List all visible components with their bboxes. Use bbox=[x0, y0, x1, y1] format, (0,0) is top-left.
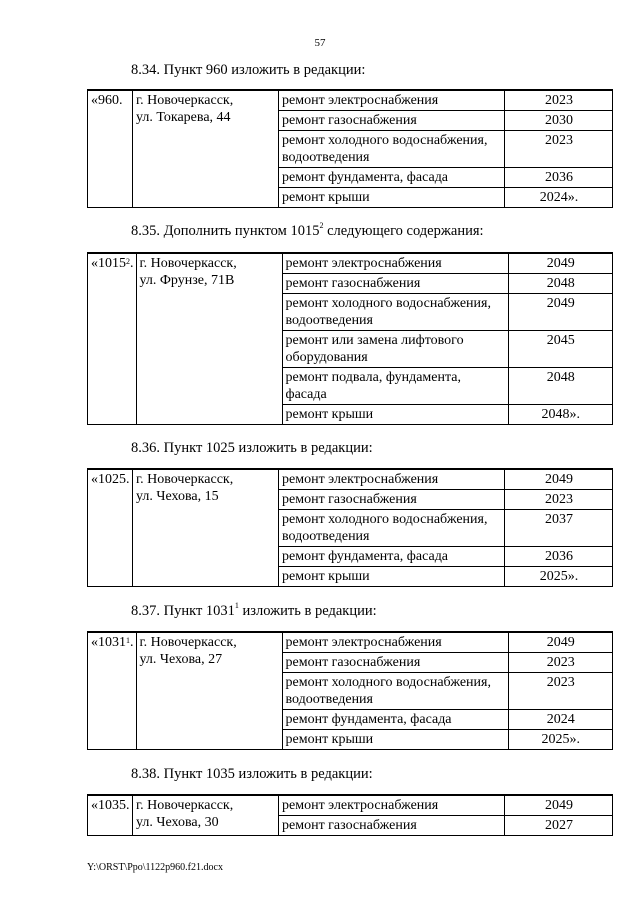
work-type: ремонт холодного водоснабжения, водоотведения bbox=[282, 294, 508, 331]
work-type: ремонт фундамента, фасада bbox=[279, 547, 505, 567]
item-address bbox=[136, 253, 282, 425]
work-year: 2045 bbox=[508, 331, 613, 368]
work-type: ремонт холодного водоснабжения, водоотведения bbox=[282, 673, 508, 710]
work-year: 2025». bbox=[505, 567, 613, 587]
work-type: ремонт фундамента, фасада bbox=[282, 710, 508, 730]
address-street: ул. Токарева, 44 bbox=[136, 110, 231, 125]
item-number: «960. bbox=[88, 90, 133, 208]
work-type: ремонт крыши bbox=[279, 188, 505, 208]
table-item-960 bbox=[87, 89, 613, 208]
address-city: г. Новочеркасск, bbox=[136, 798, 234, 813]
work-type: ремонт газоснабжения bbox=[279, 111, 505, 131]
address-street: ул. Фрунзе, 71В bbox=[139, 273, 235, 288]
address-street: ул. Чехова, 15 bbox=[136, 489, 219, 504]
work-type: ремонт крыши bbox=[282, 730, 508, 750]
work-type: ремонт холодного водоснабжения, водоотведения bbox=[279, 510, 505, 547]
address-street: ул. Чехова, 30 bbox=[136, 815, 219, 830]
work-year: 2023 bbox=[505, 131, 613, 168]
table-item-1015-2 bbox=[87, 252, 613, 425]
address-city: г. Новочеркасск, bbox=[139, 635, 237, 650]
section-heading-8-38: 8.38. Пункт 1035 изложить в редакции: bbox=[131, 766, 373, 782]
work-year: 2049 bbox=[505, 469, 613, 490]
work-year: 2049 bbox=[508, 253, 613, 274]
work-type: ремонт фундамента, фасада bbox=[279, 168, 505, 188]
address-city: г. Новочеркасск, bbox=[136, 93, 234, 108]
work-year: 2048». bbox=[508, 405, 613, 425]
address-street: ул. Чехова, 27 bbox=[139, 652, 223, 667]
item-address bbox=[133, 90, 279, 208]
table-item-1031-1 bbox=[87, 631, 613, 750]
item-number: «1015$^2$. bbox=[88, 253, 137, 425]
work-year: 2024». bbox=[505, 188, 613, 208]
work-year: 2023 bbox=[505, 490, 613, 510]
address-city: г. Новочеркасск, bbox=[136, 472, 234, 487]
work-year: 2023 bbox=[508, 673, 613, 710]
heading-superscript: 2 bbox=[319, 221, 324, 230]
work-type: ремонт или замена лифтового оборудования bbox=[282, 331, 508, 368]
work-year: 2024 bbox=[508, 710, 613, 730]
work-year: 2048 bbox=[508, 274, 613, 294]
item-number: «1031$^1$. bbox=[88, 632, 137, 750]
heading-text: следующего содержания: bbox=[323, 223, 484, 239]
work-type: ремонт электроснабжения bbox=[279, 90, 505, 111]
document-file-path: Y:\ORST\Ppo\1122p960.f21.docx bbox=[87, 862, 223, 873]
work-year: 2023 bbox=[508, 653, 613, 673]
heading-text: 8.37. Пункт 1031 bbox=[131, 603, 235, 619]
item-number: «1035. bbox=[88, 795, 133, 836]
section-heading-8-37 bbox=[131, 603, 377, 620]
work-type: ремонт газоснабжения bbox=[279, 816, 505, 836]
table-item-1035 bbox=[87, 794, 613, 836]
section-heading-8-36: 8.36. Пункт 1025 изложить в редакции: bbox=[131, 440, 373, 456]
work-year: 2025». bbox=[508, 730, 613, 750]
work-year: 2049 bbox=[508, 632, 613, 653]
item-address bbox=[133, 795, 279, 836]
item-number: «1025. bbox=[88, 469, 133, 587]
work-year: 2037 bbox=[505, 510, 613, 547]
work-type: ремонт газоснабжения bbox=[282, 274, 508, 294]
work-type: ремонт крыши bbox=[279, 567, 505, 587]
table-item-1025 bbox=[87, 468, 613, 587]
work-year: 2048 bbox=[508, 368, 613, 405]
work-year: 2049 bbox=[508, 294, 613, 331]
work-year: 2027 bbox=[505, 816, 613, 836]
item-address bbox=[133, 469, 279, 587]
item-number-superscript: 1 bbox=[126, 636, 130, 645]
work-type: ремонт холодного водоснабжения, водоотведения bbox=[279, 131, 505, 168]
work-type: ремонт подвала, фундамента, фасада bbox=[282, 368, 508, 405]
work-year: 2030 bbox=[505, 111, 613, 131]
work-year: 2049 bbox=[505, 795, 613, 816]
address-city: г. Новочеркасск, bbox=[139, 256, 237, 271]
work-type: ремонт газоснабжения bbox=[282, 653, 508, 673]
work-type: ремонт электроснабжения bbox=[279, 795, 505, 816]
work-type: ремонт газоснабжения bbox=[279, 490, 505, 510]
page-number: 57 bbox=[314, 37, 326, 49]
work-type: ремонт электроснабжения bbox=[279, 469, 505, 490]
section-heading-8-35 bbox=[131, 223, 484, 240]
work-type: ремонт электроснабжения bbox=[282, 632, 508, 653]
work-type: ремонт электроснабжения bbox=[282, 253, 508, 274]
section-heading-8-34: 8.34. Пункт 960 изложить в редакции: bbox=[131, 62, 366, 78]
item-number-superscript: 2 bbox=[126, 257, 130, 266]
work-year: 2036 bbox=[505, 547, 613, 567]
heading-superscript: 1 bbox=[234, 601, 239, 610]
heading-text: изложить в редакции: bbox=[238, 603, 377, 619]
work-year: 2036 bbox=[505, 168, 613, 188]
heading-text: 8.35. Дополнить пунктом 1015 bbox=[131, 223, 320, 239]
work-year: 2023 bbox=[505, 90, 613, 111]
work-type: ремонт крыши bbox=[282, 405, 508, 425]
item-address bbox=[136, 632, 282, 750]
